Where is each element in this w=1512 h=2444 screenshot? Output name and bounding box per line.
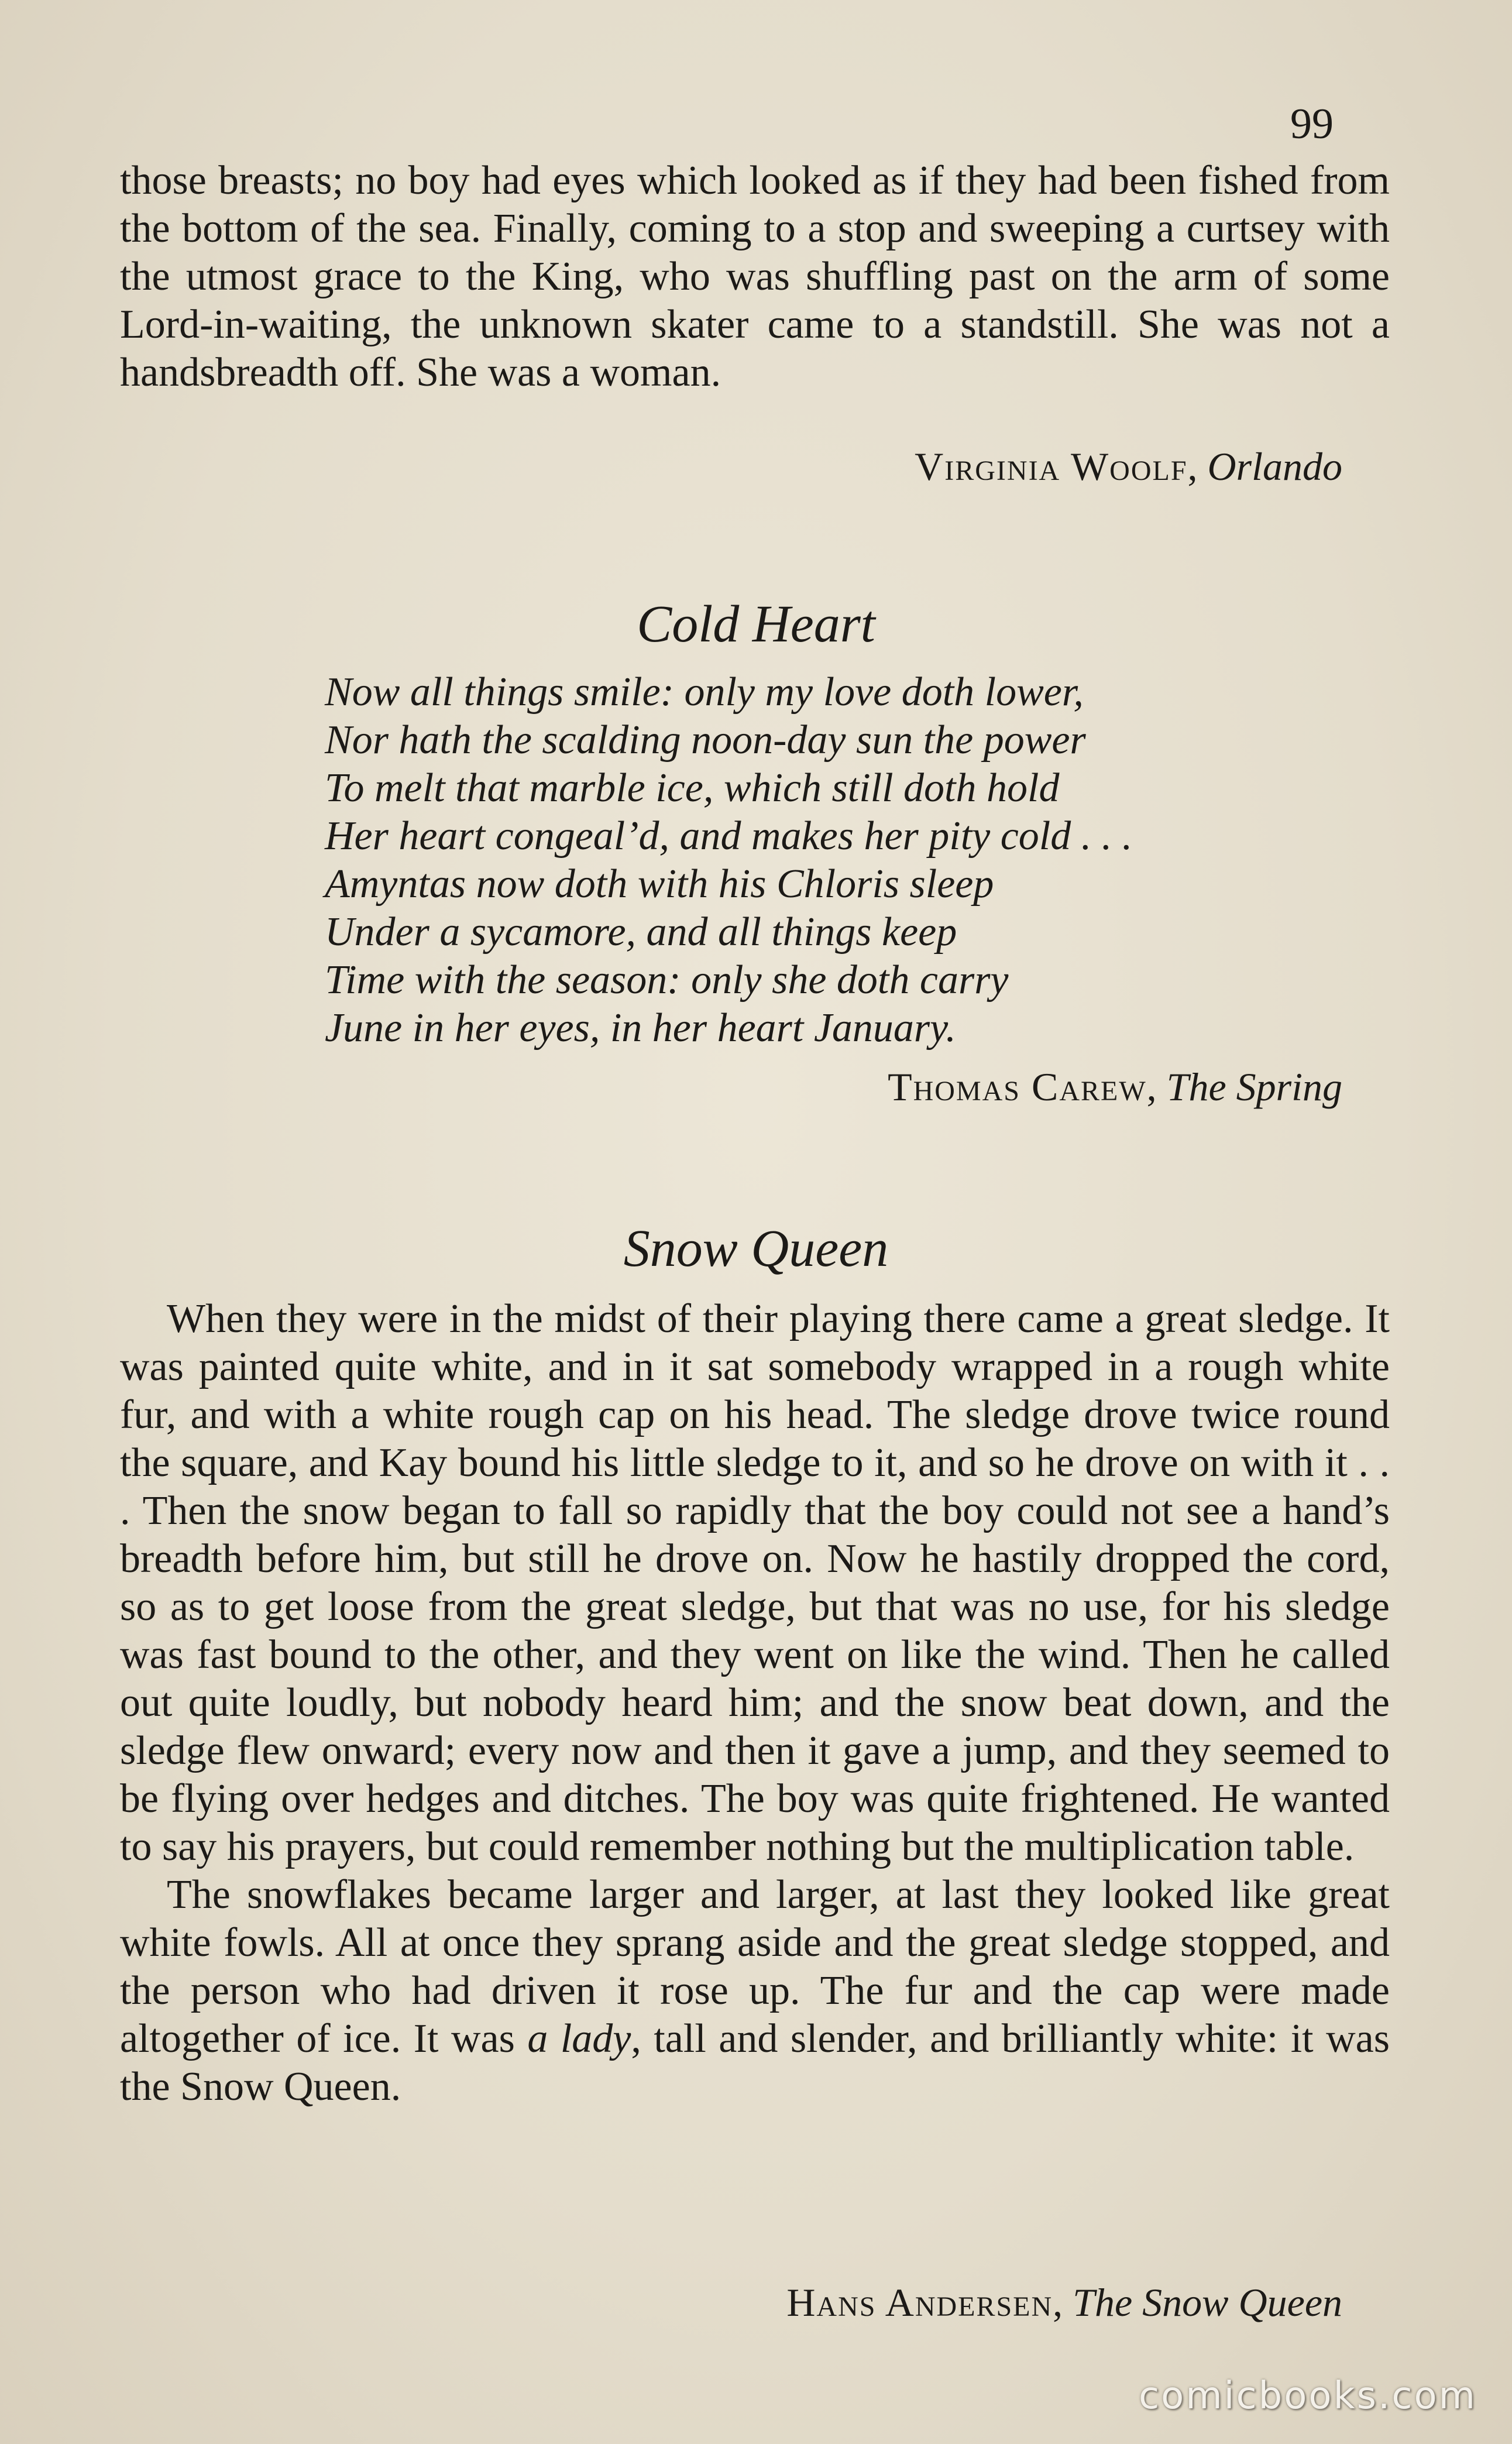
woolf-excerpt [120,157,1390,397]
andersen-author: Hans Andersen [786,2280,1053,2325]
andersen-attribution: Hans Andersen, The Snow Queen [786,2280,1342,2325]
snow-queen-title: Snow Queen [623,1220,889,1278]
poem-line: Nor hath the scalding noon-day sun the power [325,718,1086,763]
carew-author: Thomas Carew [888,1065,1147,1109]
snow-queen-paragraph-2 [120,1871,1390,2111]
woolf-author: Virginia Woolf [915,444,1188,489]
snow-queen-paragraph-1: When they were in the midst of their playing there came a great sledge. It was painted quite white, and in it sat somebody wrapped in a rough white fur, and with a white rough cap on his head. The sledge drove twice round the square, and Kay bound his little sledge to it, and so he drove on with it . . . Then the snow began to fall so rapidly that the boy could not see a hand’s breadth before him, but still he drove on. Now he hastily dropped the cord, so as to get loose from the great sledge, but that was no use, for his sledge was fast bound to the other, and they went on like the wind. Then he called out quite loudly, but nobody heard him; and the snow beat down, and the sledge flew onward; every now and then it gave a jump, and they seemed to be flying over hedges and ditches. The boy was quite frightened. He wanted to say his prayers, but could remember nothing but the multiplication table. [120,1296,1390,1869]
page-number: 99 [1290,100,1334,148]
cold-heart-title: Cold Heart [637,595,875,653]
paragraph-2-text-end: , tall and slender, and brilliantly white: it was the Snow Queen. [120,2016,1390,2109]
poem-line: Now all things smile: only my love doth lower, [325,670,1084,715]
carew-attribution: Thomas Carew, The Spring [888,1065,1342,1109]
poem-line: Her heart congeal’d, and makes her pity cold . . . [325,813,1133,859]
woolf-attribution: Virginia Woolf, Orlando [915,444,1342,489]
poem-line: June in her eyes, in her heart January. [325,1005,956,1051]
poem-line: Amyntas now doth with his Chloris sleep [325,861,994,907]
carew-work: The Spring [1166,1065,1342,1109]
woolf-work: Orlando [1207,444,1342,489]
poem-line: To melt that marble ice, which still doth hold [325,766,1060,811]
andersen-work: The Snow Queen [1073,2280,1342,2325]
woolf-paragraph: those breasts; no boy had eyes which looked as if they had been fished from the bottom of the sea. Finally, coming to a stop and sweeping a curtsey with the utmost grace to the King, who was shuffling past on the arm of some Lord-in-waiting, the unknown skater came to a standstill. She was not a handsbreadth off. She was a woman. [120,158,1390,395]
watermark: comicbooks.com [1138,2374,1477,2418]
poem-line: Time with the season: only she doth carry [325,957,1009,1003]
snow-queen-excerpt [120,1295,1390,2111]
paragraph-2-text: The snowflakes became larger and larger, at last they looked like great white fowls. All at once they sprang aside and the great sledge stopped, and the person who had driven it rose up. The fur and the cap were made altogether of ice. It was [120,1872,1390,2061]
paragraph-2-emphasis: a lady [527,2016,631,2061]
poem-line: Under a sycamore, and all things keep [325,909,957,955]
cold-heart-poem [325,668,1319,1052]
